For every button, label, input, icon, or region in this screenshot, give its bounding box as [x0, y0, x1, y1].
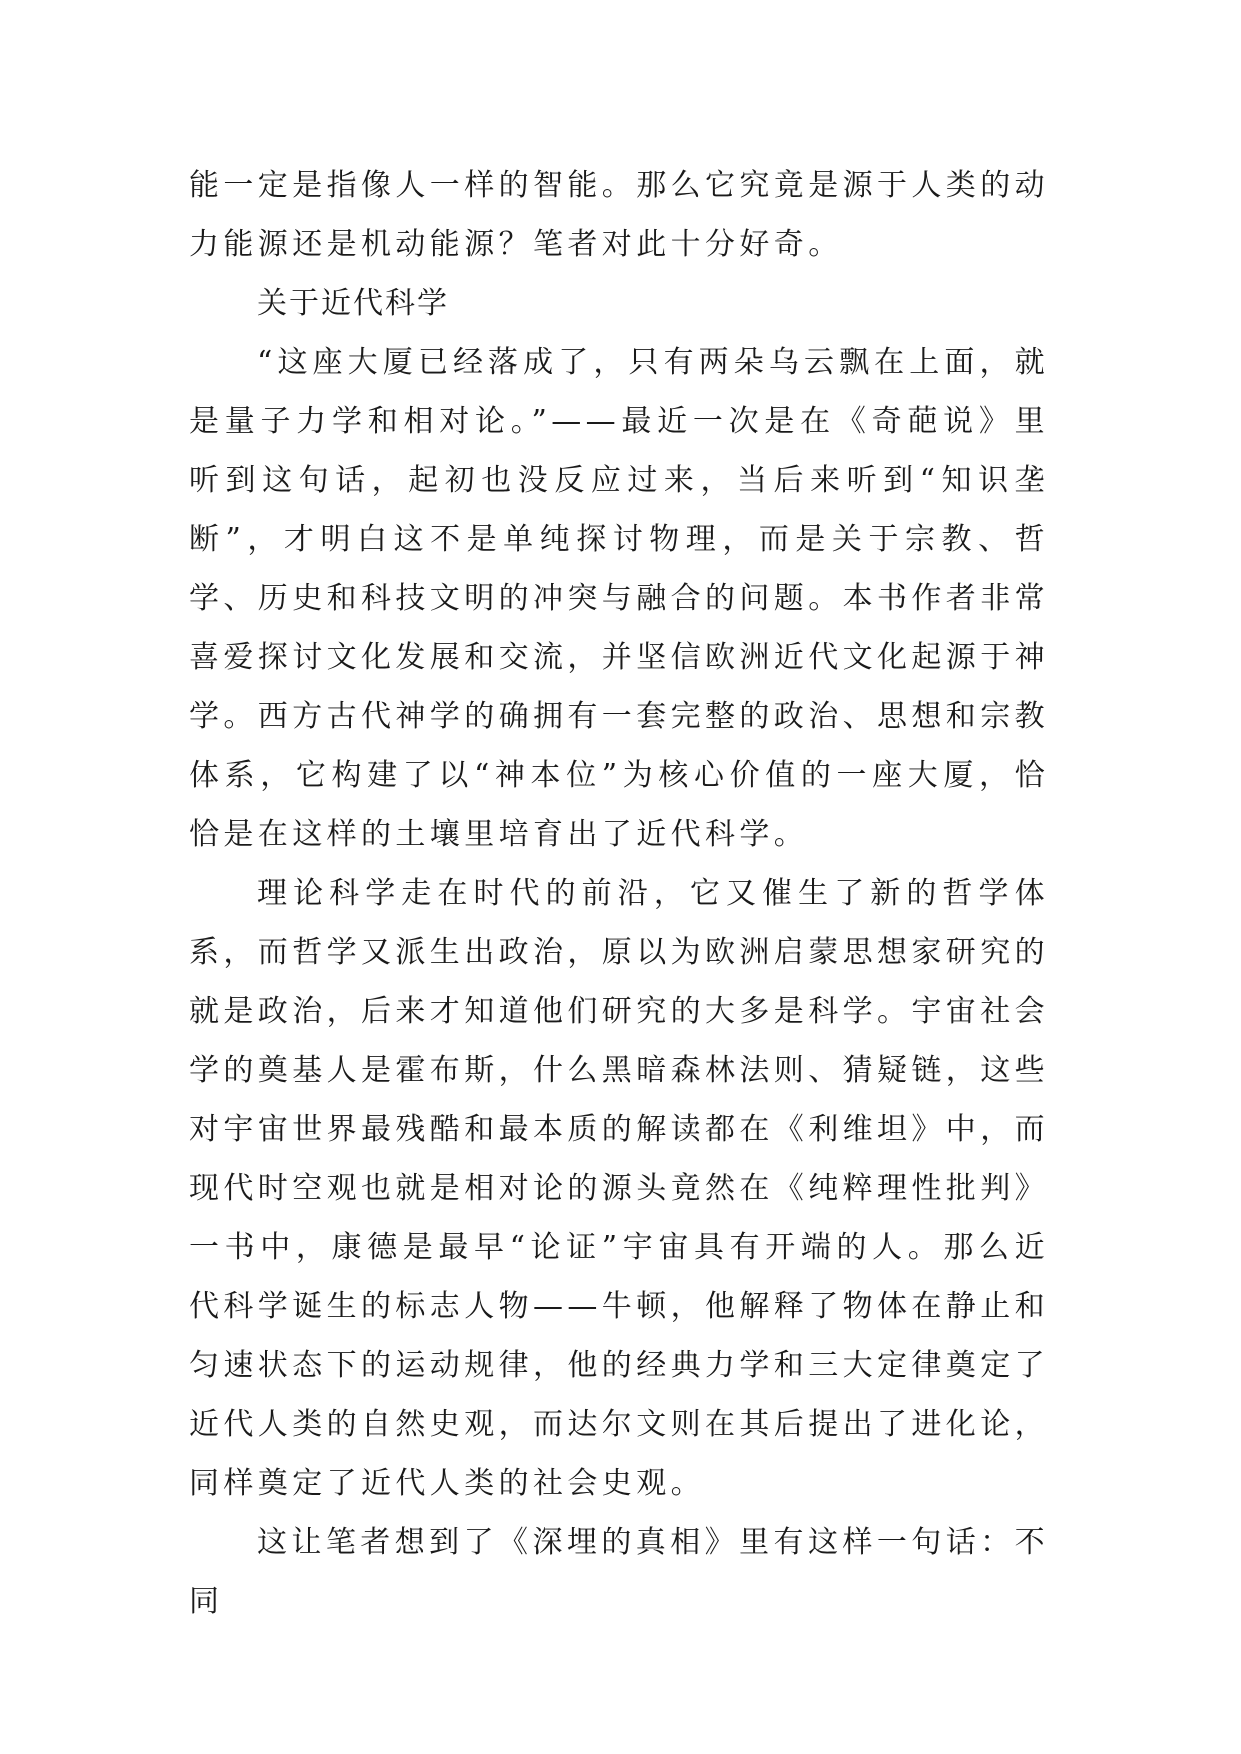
- paragraph-continuation: 能一定是指像人一样的智能。那么它究竟是源于人类的动力能源还是机动能源？笔者对此十分好奇。: [189, 168, 1049, 262]
- document-body: [189, 156, 1049, 1631]
- paragraph-quote: “这座大厦已经落成了，只有两朵乌云飘在上面，就是量子力学和相对论。”——最近一次是在《奇葩说》里听到这句话，起初也没反应过来，当后来听到“知识垄断”，才明白这不是单纯探讨物理，而是关于宗教、哲学、历史和科技文明的冲突与融合的问题。本书作者非常喜爱探讨文化发展和交流，并坚信欧洲近代文化起源于神学。西方古代神学的确拥有一套完整的政治、思想和宗教体系，它构建了以“神本位”为核心价值的一座大厦，恰恰是在这样的土壤里培育出了近代科学。: [189, 345, 1049, 852]
- paragraph-theory: 理论科学走在时代的前沿，它又催生了新的哲学体系，而哲学又派生出政治，原以为欧洲启蒙思想家研究的就是政治，后来才知道他们研究的大多是科学。宇宙社会学的奠基人是霍布斯，什么黑暗森林法则、猜疑链，这些对宇宙世界最残酷和最本质的解读都在《利维坦》中，而现代时空观也就是相对论的源头竟然在《纯粹理性批判》一书中，康德是最早“论证”宇宙具有开端的人。那么近代科学诞生的标志人物——牛顿，他解释了物体在静止和匀速状态下的运动规律，他的经典力学和三大定律奠定了近代人类的自然史观，而达尔文则在其后提出了进化论，同样奠定了近代人类的社会史观。: [189, 876, 1049, 1501]
- paragraph-closing: 这让笔者想到了《深埋的真相》里有这样一句话：不同: [189, 1525, 1049, 1619]
- section-heading: 关于近代科学: [257, 286, 449, 321]
